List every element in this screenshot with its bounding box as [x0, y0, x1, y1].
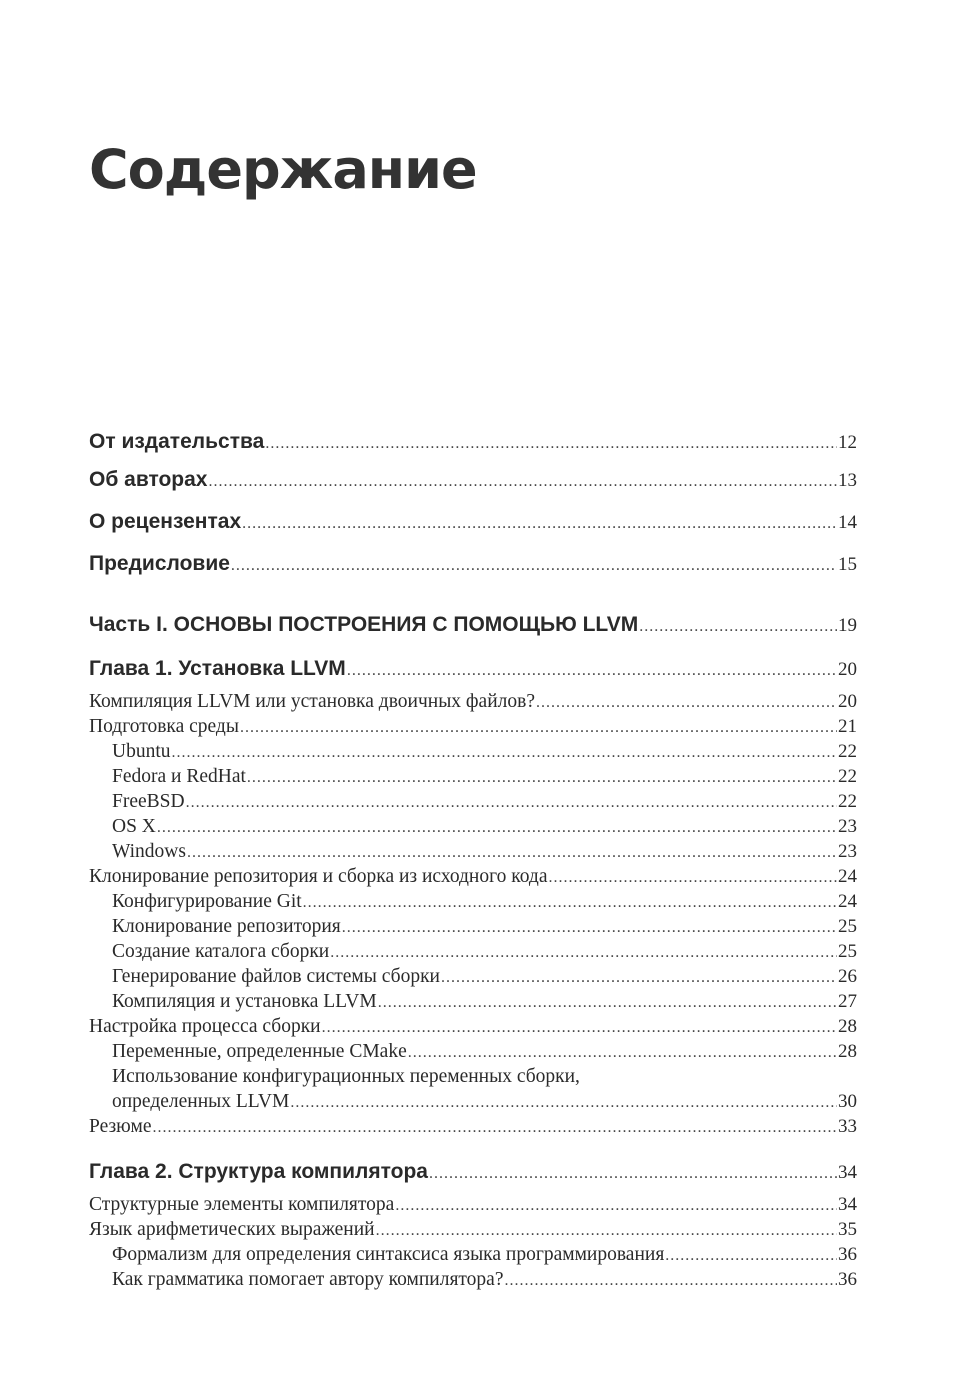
- toc-section[interactable]: [89, 1219, 857, 1244]
- toc-entry-title: О рецензентах: [89, 510, 242, 533]
- toc-entry-page: 24: [838, 891, 857, 912]
- dot-leader: [665, 1247, 837, 1265]
- dot-leader: [378, 994, 837, 1012]
- dot-leader: [536, 694, 837, 712]
- dot-leader: [441, 969, 837, 987]
- toc-entry-title: Структурные элементы компилятора: [89, 1194, 395, 1215]
- toc-section[interactable]: [89, 1016, 857, 1041]
- toc-subsection[interactable]: [89, 791, 857, 816]
- toc-entry-page: 19: [838, 615, 857, 636]
- toc-subsection[interactable]: [89, 941, 857, 966]
- dot-leader: [290, 1094, 837, 1112]
- toc-entry-page: 21: [838, 716, 857, 737]
- dot-leader: [242, 515, 837, 533]
- toc-subsection[interactable]: [89, 1244, 857, 1269]
- dot-leader: [208, 473, 837, 491]
- toc-subsection[interactable]: [89, 916, 857, 941]
- dot-leader: [240, 719, 837, 737]
- toc-entry-title: Часть I. ОСНОВЫ ПОСТРОЕНИЯ С ПОМОЩЬЮ LLVM: [89, 613, 639, 636]
- toc-entry-page: 20: [838, 691, 857, 712]
- dot-leader: [172, 744, 838, 762]
- dot-leader: [330, 944, 837, 962]
- toc-entry-title: Формализм для определения синтаксиса языка программирования: [112, 1244, 665, 1265]
- toc-section[interactable]: [89, 1116, 857, 1141]
- toc-subsection[interactable]: [89, 841, 857, 866]
- toc-entry-title: Глава 2. Структура компилятора: [89, 1160, 428, 1183]
- toc-entry-title: Конфигурирование Git: [112, 891, 302, 912]
- toc-entry-title: Fedora и RedHat: [112, 766, 246, 787]
- toc-entry-title: Клонирование репозитория: [112, 916, 341, 937]
- toc-entry-title: Глава 1. Установка LLVM: [89, 657, 346, 680]
- toc-entry-page: 28: [838, 1041, 857, 1062]
- toc-entry-title: Генерирование файлов системы сборки: [112, 966, 440, 987]
- toc-entry-title: Как грамматика помогает автору компилятора?: [112, 1269, 504, 1290]
- toc-entry[interactable]: [89, 430, 857, 468]
- toc-entry-page: 27: [838, 991, 857, 1012]
- table-of-contents: [89, 430, 857, 1294]
- dot-leader: [347, 662, 837, 680]
- page-title: Содержание: [89, 138, 477, 201]
- dot-leader: [231, 557, 837, 575]
- toc-section[interactable]: [89, 691, 857, 716]
- dot-leader: [639, 618, 837, 636]
- toc-entry-page: 24: [838, 866, 857, 887]
- toc-entry-title: От издательства: [89, 430, 265, 453]
- dot-leader: [186, 794, 837, 812]
- dot-leader: [376, 1222, 837, 1240]
- toc-chapter[interactable]: [89, 657, 857, 691]
- toc-entry-page: 15: [838, 554, 857, 575]
- toc-entry[interactable]: [89, 468, 857, 510]
- toc-entry-title: Компиляция LLVM или установка двоичных файлов?: [89, 691, 535, 712]
- dot-leader: [265, 435, 837, 453]
- toc-entry-title: FreeBSD: [112, 791, 185, 812]
- toc-entry-title: Подготовка среды: [89, 716, 239, 737]
- toc-part[interactable]: [89, 613, 857, 657]
- dot-leader: [342, 919, 837, 937]
- dot-leader: [153, 1119, 838, 1137]
- toc-entry-title: Настройка процесса сборки: [89, 1016, 321, 1037]
- toc-entry[interactable]: [89, 552, 857, 594]
- toc-entry-page: 36: [838, 1244, 857, 1265]
- toc-entry-page: 33: [838, 1116, 857, 1137]
- toc-entry-page: 26: [838, 966, 857, 987]
- dot-leader: [549, 869, 837, 887]
- toc-entry-page: 22: [838, 766, 857, 787]
- toc-entry-page: 13: [838, 470, 857, 491]
- toc-entry-page: 14: [838, 512, 857, 533]
- dot-leader: [395, 1197, 837, 1215]
- toc-subsection[interactable]: [89, 766, 857, 791]
- toc-subsection-line1[interactable]: Использование конфигурационных переменных сборки,: [112, 1066, 580, 1087]
- toc-section[interactable]: [89, 1194, 857, 1219]
- toc-entry-title: Ubuntu: [112, 741, 171, 762]
- toc-subsection[interactable]: [89, 816, 857, 841]
- toc-entry-page: 34: [838, 1162, 857, 1183]
- toc-entry-page: 23: [838, 841, 857, 862]
- dot-leader: [429, 1165, 837, 1183]
- dot-leader: [303, 894, 837, 912]
- toc-entry-title: Предисловие: [89, 552, 230, 575]
- toc-subsection[interactable]: [89, 1041, 857, 1066]
- toc-entry[interactable]: [89, 510, 857, 552]
- toc-entry-title: Компиляция и установка LLVM: [112, 991, 377, 1012]
- dot-leader: [247, 769, 837, 787]
- toc-chapter[interactable]: [89, 1160, 857, 1194]
- toc-subsection[interactable]: [89, 1269, 857, 1294]
- dot-leader: [157, 819, 837, 837]
- toc-subsection[interactable]: [89, 991, 857, 1016]
- toc-entry-page: 20: [838, 659, 857, 680]
- toc-entry-page: 28: [838, 1016, 857, 1037]
- toc-entry-page: 30: [838, 1091, 857, 1112]
- toc-entry-title: Windows: [112, 841, 186, 862]
- dot-leader: [322, 1019, 837, 1037]
- toc-entry-title: Об авторах: [89, 468, 208, 491]
- toc-entry-title: Переменные, определенные CMake: [112, 1041, 407, 1062]
- toc-entry-page: 25: [838, 941, 857, 962]
- toc-entry-page: 25: [838, 916, 857, 937]
- toc-entry-title: Язык арифметических выражений: [89, 1219, 375, 1240]
- toc-entry-title: Резюме: [89, 1116, 152, 1137]
- toc-entry-title: OS X: [112, 816, 156, 837]
- toc-section[interactable]: [89, 866, 857, 891]
- toc-entry-title: определенных LLVM: [112, 1091, 290, 1112]
- toc-subsection[interactable]: [89, 1091, 857, 1116]
- dot-leader: [505, 1272, 838, 1290]
- toc-entry-page: 23: [838, 816, 857, 837]
- toc-entry-page: 34: [838, 1194, 857, 1215]
- toc-entry-page: 12: [838, 432, 857, 453]
- toc-entry-page: 36: [838, 1269, 857, 1290]
- toc-subsection[interactable]: [89, 741, 857, 766]
- toc-entry-page: 35: [838, 1219, 857, 1240]
- toc-entry-page: 22: [838, 741, 857, 762]
- toc-subsection[interactable]: [89, 966, 857, 991]
- dot-leader: [408, 1044, 837, 1062]
- toc-subsection[interactable]: [89, 891, 857, 916]
- toc-entry-title: Создание каталога сборки: [112, 941, 330, 962]
- toc-entry-page: 22: [838, 791, 857, 812]
- toc-section[interactable]: [89, 716, 857, 741]
- dot-leader: [187, 844, 837, 862]
- toc-entry-title: Клонирование репозитория и сборка из исходного кода: [89, 866, 548, 887]
